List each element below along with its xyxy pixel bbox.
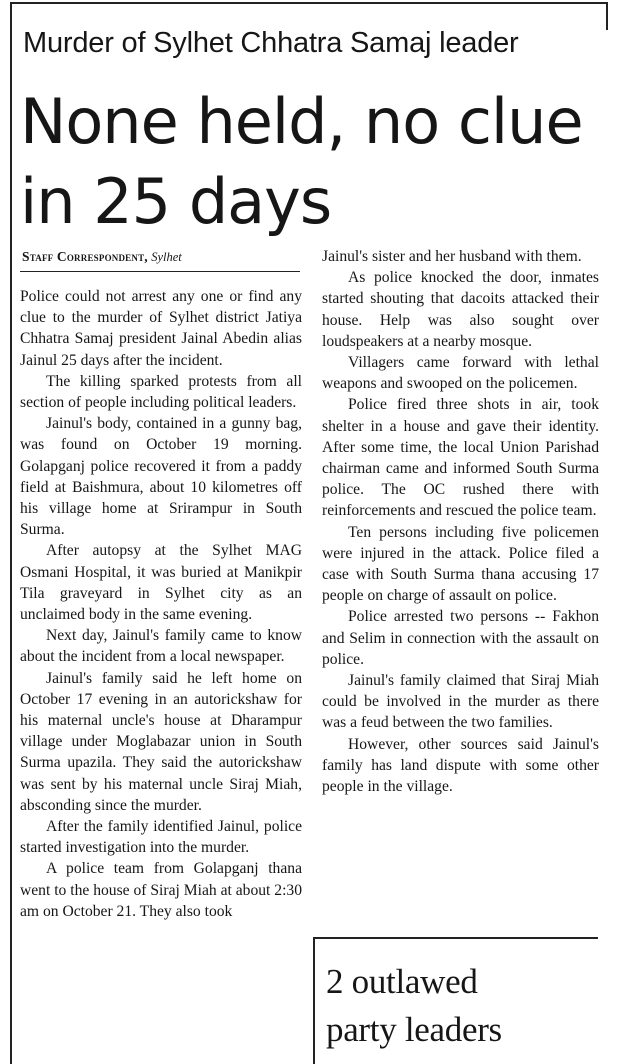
paragraph: After the family identified Jainul, police started investigation into the murder. xyxy=(20,818,302,857)
byline-name: Staff Correspondent, xyxy=(22,249,148,264)
byline-place: Sylhet xyxy=(151,250,182,264)
paragraph: Villagers came forward with lethal weapons and swooped on the policemen. xyxy=(322,354,599,393)
paragraph: Police could not arrest any one or find any clue to the murder of Sylhet district Jatiya Chhatra Samaj president Jainal Abedin alias Jainul 25 days after the incident. xyxy=(20,288,302,369)
paragraph: Ten persons including five policemen were injured in the attack. Police filed a case with South Surma thana accusing 17 people on charge of assault on police. xyxy=(322,523,599,605)
paragraph: Next day, Jainul's family came to know about the incident from a local newspaper. xyxy=(20,627,302,666)
paragraph: Police fired three shots in air, took shelter in a house and gave their identity. After some time, the local Union Parishad chairman came and informed South Surma police. The OC rushed there with reinforcements and rescued the police team. xyxy=(322,396,599,520)
paragraph: After autopsy at the Sylhet MAG Osmani Hospital, it was buried at Manikpir Tila graveyard in Sylhet city as an unclaimed body in the same evening. xyxy=(20,542,302,624)
article-column-1 xyxy=(20,286,302,922)
paragraph: Jainul's family said he left home on October 17 evening in an autorickshaw for his maternal uncle's house at Dharampur village under Moglabazar union in South Surma upazila. They said the autorickshaw was sent by his maternal uncle Siraj Miah, absconding since the murder. xyxy=(20,669,302,814)
frame-left-rule xyxy=(10,2,12,1064)
headline-line-1: None held, no clue xyxy=(20,85,583,158)
headline-line-2: in 25 days xyxy=(20,165,332,238)
paragraph: The killing sparked protests from all section of people including political leaders. xyxy=(20,372,302,412)
frame-top-rule xyxy=(10,2,607,4)
article-headline xyxy=(20,82,610,242)
paragraph: Jainul's sister and her husband with them. xyxy=(322,248,582,265)
next-article-headline xyxy=(326,958,606,1054)
paragraph: A police team from Golapganj thana went to the house of Siraj Miah at about 2:30 am on October 21. They also took xyxy=(20,860,302,920)
next-headline-line-2: party leaders xyxy=(326,1010,502,1049)
paragraph: Police arrested two persons -- Fakhon and Selim in connection with the assault on police. xyxy=(322,608,599,668)
paragraph: Jainul's family claimed that Siraj Miah could be involved in the murder as there was a feud between the two families. xyxy=(322,672,599,732)
next-article-top-rule xyxy=(314,937,598,939)
next-headline-line-1: 2 outlawed xyxy=(326,962,478,1001)
paragraph: Jainul's body, contained in a gunny bag, was found on October 19 morning. Golapganj police recovered it from a paddy field at Baishmura, about 10 kilometres off his village home at Srirampur in South Surma. xyxy=(20,415,302,539)
byline-rule xyxy=(20,271,300,272)
paragraph: However, other sources said Jainul's family has land dispute with some other people in the village. xyxy=(322,735,599,796)
next-article-left-rule xyxy=(313,937,315,1064)
byline xyxy=(22,248,298,266)
paragraph: As police knocked the door, inmates started shouting that dacoits attacked their house. Help was also sought over loudspeakers at a nearby mosque. xyxy=(322,269,599,350)
article-kicker: Murder of Sylhet Chhatra Samaj leader xyxy=(23,27,519,59)
article-column-2 xyxy=(322,246,599,797)
